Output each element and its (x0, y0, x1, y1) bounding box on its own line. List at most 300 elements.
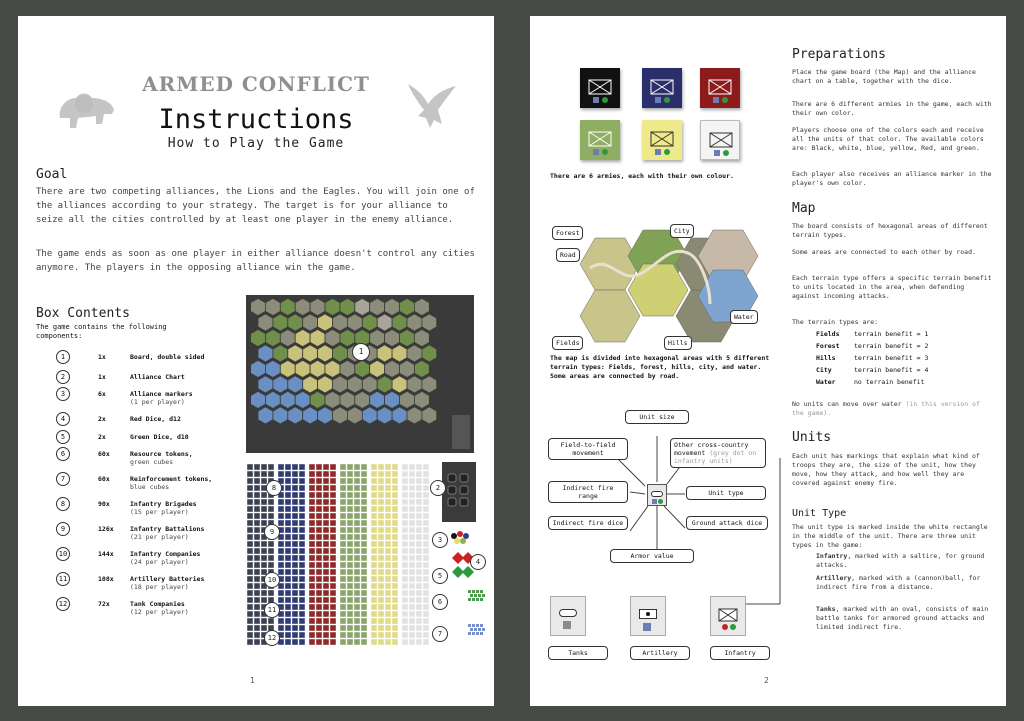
counter-tile (254, 534, 260, 540)
counter-tile (261, 541, 267, 547)
board-hex (377, 345, 392, 362)
counter-tile (330, 625, 336, 631)
counter-tile (268, 541, 274, 547)
board-hex (251, 391, 266, 408)
counter-tile (385, 464, 391, 470)
counter-tile (423, 576, 429, 582)
counter-tile (254, 478, 260, 484)
counter-tile (361, 485, 367, 491)
board-hex (370, 360, 385, 377)
counter-tile (423, 534, 429, 540)
counter-tile (378, 590, 384, 596)
counter-tile (416, 562, 422, 568)
counter-tile (392, 499, 398, 505)
board-hex (333, 376, 348, 393)
counter-tile (340, 555, 346, 561)
page-subtitle: How to Play the Game (167, 136, 345, 151)
counter-tile (254, 590, 260, 596)
counter-tile (423, 478, 429, 484)
board-hex (362, 376, 377, 393)
counter-tile (261, 555, 267, 561)
board-hex (318, 407, 333, 424)
counter-tile (361, 534, 367, 540)
component-name: Alliance Chart (130, 373, 185, 381)
counter-tile (330, 520, 336, 526)
counter-tile (261, 464, 267, 470)
tanks-counter-image (550, 596, 586, 636)
counter-tile (340, 506, 346, 512)
counter-tile (340, 625, 346, 631)
counter-tile (254, 562, 260, 568)
component-quantity: 1x (98, 353, 106, 361)
alliance-chart-image (442, 462, 476, 522)
counter-tile (423, 471, 429, 477)
infantry-counter-image (710, 596, 746, 636)
counter-tile (402, 499, 408, 505)
counter-tile (278, 464, 284, 470)
counter-tile (299, 478, 305, 484)
component-note: (1 per player) (130, 398, 185, 406)
counter-tile (316, 618, 322, 624)
counter-tile (340, 632, 346, 638)
counter-tile (292, 597, 298, 603)
counter-tile (354, 604, 360, 610)
board-hex (400, 391, 415, 408)
label-other-movement: Other cross-country movement (grey dot on infantry units) (670, 438, 766, 468)
counter-tile (247, 499, 253, 505)
counter-tile (409, 576, 415, 582)
board-hex (362, 314, 377, 331)
counter-tile (254, 576, 260, 582)
counter-tile (402, 618, 408, 624)
counter-tile (323, 632, 329, 638)
counter-tile (392, 541, 398, 547)
counter-tile (402, 576, 408, 582)
counter-tile (409, 520, 415, 526)
counter-tile (254, 541, 260, 547)
counter-tile (254, 520, 260, 526)
counter-tile (371, 499, 377, 505)
counter-tile (361, 569, 367, 575)
counter-tile (285, 618, 291, 624)
component-name: Red Dice, d12 (130, 415, 181, 423)
component-quantity: 90x (98, 500, 110, 508)
counter-tile (361, 597, 367, 603)
board-hex (258, 407, 273, 424)
counter-tile (299, 527, 305, 533)
counter-tile (254, 485, 260, 491)
board-hex (422, 345, 437, 362)
counter-tile (323, 513, 329, 519)
counter-tile (385, 618, 391, 624)
board-hex (273, 345, 288, 362)
counter-tile (347, 541, 353, 547)
counter-tile (330, 527, 336, 533)
counter-tile (371, 534, 377, 540)
board-hex (273, 314, 288, 331)
board-hex (325, 329, 340, 346)
counter-tile (385, 541, 391, 547)
counter-tile (371, 527, 377, 533)
board-hex (407, 376, 422, 393)
counter-tile (247, 520, 253, 526)
board-hex (310, 298, 325, 315)
counter-tile (361, 555, 367, 561)
counter-tile (299, 492, 305, 498)
counter-tile (247, 597, 253, 603)
counter-tile (330, 583, 336, 589)
board-hex (355, 391, 370, 408)
board-hex (340, 360, 355, 377)
counter-tile (347, 576, 353, 582)
counter-tile (261, 492, 267, 498)
goal-paragraph-1: There are two competing alliances, the Lions and the Eagles. You will join one of the alliances according to your strategy. The target is for your alliance to seize all the cities controlled by at least one player in the enemy alliance. (36, 187, 475, 225)
counter-tile (292, 527, 298, 533)
goal-paragraph-2: The game ends as soon as one player in either alliance doesn't control any cities anymore. The players in the opposing alliance win the game. (36, 249, 475, 273)
counter-tile (254, 604, 260, 610)
counter-tile (316, 597, 322, 603)
counter-tile (361, 506, 367, 512)
counter-tile (416, 625, 422, 631)
component-note: (12 per player) (130, 608, 189, 616)
board-hex (295, 391, 310, 408)
counter-tile (330, 548, 336, 554)
counter-tile (392, 471, 398, 477)
counter-tile (278, 590, 284, 596)
board-hex (251, 329, 266, 346)
board-hex (414, 298, 429, 315)
label-water: Water (730, 310, 758, 324)
counter-tile (254, 597, 260, 603)
counter-tile (285, 639, 291, 645)
label-city: City (670, 224, 694, 238)
counter-tile (299, 618, 305, 624)
counter-tile (402, 471, 408, 477)
board-hex (355, 360, 370, 377)
markers-dice-tokens-image (448, 528, 492, 638)
counter-tile (292, 478, 298, 484)
counter-tile (402, 583, 408, 589)
counter-tile (354, 478, 360, 484)
counter-tile (330, 499, 336, 505)
board-hex (400, 360, 415, 377)
counter-tile (309, 618, 315, 624)
counter-tile (392, 618, 398, 624)
counter-tile (247, 506, 253, 512)
board-hex (355, 298, 370, 315)
counter-tile (402, 478, 408, 484)
counter-tile (347, 618, 353, 624)
counter-tile (371, 590, 377, 596)
board-hex (377, 314, 392, 331)
counter-tile (254, 492, 260, 498)
counter-tile (354, 611, 360, 617)
preparations-heading: Preparations (792, 47, 886, 62)
label-road: Road (556, 248, 580, 262)
counter-tile (254, 499, 260, 505)
counter-tile (347, 611, 353, 617)
map-note: No units can move over water (in this version of the game). (792, 400, 980, 417)
counter-tile (371, 569, 377, 575)
counter-tile (285, 604, 291, 610)
board-hex (288, 345, 303, 362)
counter-tile (247, 534, 253, 540)
counter-tile (354, 625, 360, 631)
counter-tile (285, 527, 291, 533)
counter-tile (247, 590, 253, 596)
board-image (246, 295, 474, 453)
counter-tile (309, 520, 315, 526)
counter-tile (416, 590, 422, 596)
component-name: Artillery Batteries (18 per player) (130, 575, 240, 591)
counter-tile (330, 506, 336, 512)
counter-tile (309, 555, 315, 561)
counter-tile (330, 576, 336, 582)
counter-tile (409, 583, 415, 589)
board-hex (333, 407, 348, 424)
counter-tile (330, 604, 336, 610)
counter-tile (402, 464, 408, 470)
counter-tile (409, 611, 415, 617)
counter-tile (292, 562, 298, 568)
counter-tile (416, 464, 422, 470)
unit-type-artillery: Artillery, marked with a (cannon)ball, for indirect fire from a distance. (816, 574, 981, 591)
counter-tile (402, 625, 408, 631)
counter-tile (292, 576, 298, 582)
counter-tile (316, 534, 322, 540)
counter-tile (416, 485, 422, 491)
counter-tile (347, 513, 353, 519)
counter-tile (385, 520, 391, 526)
counter-tile (323, 569, 329, 575)
label-artillery: Artillery (630, 646, 690, 660)
counter-tile (247, 632, 253, 638)
counter-tile (316, 471, 322, 477)
counter-tile (261, 597, 267, 603)
counter-tile (278, 562, 284, 568)
board-hex (325, 298, 340, 315)
counter-tile (392, 576, 398, 582)
counter-tile (371, 639, 377, 645)
counter-tile (278, 555, 284, 561)
counter-tile (340, 485, 346, 491)
counter-tile (409, 569, 415, 575)
counter-tile (316, 590, 322, 596)
counter-tile (416, 492, 422, 498)
counter-tile (371, 576, 377, 582)
counter-tile (340, 590, 346, 596)
counter-tile (340, 576, 346, 582)
counter-tile (416, 478, 422, 484)
counter-tile (371, 520, 377, 526)
counter-tile (347, 555, 353, 561)
counter-tile (254, 583, 260, 589)
counter-tile (378, 520, 384, 526)
board-hex (333, 345, 348, 362)
counter-tile (247, 625, 253, 631)
counter-tile (247, 471, 253, 477)
counter-tile (347, 583, 353, 589)
counter-tile (378, 464, 384, 470)
callout-4: 4 (470, 554, 486, 570)
board-hex (400, 298, 415, 315)
counter-tile (347, 520, 353, 526)
component-quantity: 1x (98, 373, 106, 381)
counter-tile (323, 548, 329, 554)
counter-tile (309, 583, 315, 589)
counter-tile (247, 569, 253, 575)
counter-tile (409, 625, 415, 631)
counter-tile (278, 471, 284, 477)
board-hex (288, 376, 303, 393)
counter-tile (392, 632, 398, 638)
counter-tile (278, 625, 284, 631)
counter-tile (392, 527, 398, 533)
counter-tile (385, 604, 391, 610)
counter-tile (347, 464, 353, 470)
counter-tile (323, 464, 329, 470)
counter-tile (392, 520, 398, 526)
counter-tile (409, 471, 415, 477)
counter-tile (254, 548, 260, 554)
page-title: Instructions (158, 104, 354, 135)
counter-tile (409, 513, 415, 519)
counter-tile (323, 604, 329, 610)
counter-tile (299, 499, 305, 505)
counter-tile (254, 618, 260, 624)
component-number: 12 (56, 597, 70, 611)
counter-tile (330, 471, 336, 477)
counter-tile (423, 590, 429, 596)
counter-tile (261, 562, 267, 568)
counter-tile (292, 499, 298, 505)
counter-tile (423, 569, 429, 575)
counter-tile (323, 611, 329, 617)
counter-tile (385, 625, 391, 631)
counter-tile (416, 499, 422, 505)
counter-tile (323, 499, 329, 505)
board-hex (288, 407, 303, 424)
counter-tile (285, 541, 291, 547)
component-quantity: 126x (98, 525, 114, 533)
component-note: (21 per player) (130, 533, 189, 541)
counter-tile (354, 548, 360, 554)
counter-tile (402, 569, 408, 575)
counter-tile (254, 527, 260, 533)
counter-tile (340, 471, 346, 477)
counter-tile (371, 618, 377, 624)
counter-tile (423, 499, 429, 505)
board-hex (385, 360, 400, 377)
counter-tile (278, 548, 284, 554)
counter-tile (285, 569, 291, 575)
counter-tile (354, 471, 360, 477)
board-hex (273, 407, 288, 424)
counter-tile (423, 604, 429, 610)
counter-tile (361, 625, 367, 631)
counter-tile (371, 604, 377, 610)
counter-tile (340, 583, 346, 589)
counter-tile (309, 464, 315, 470)
map-p2: Some areas are connected to each other by road. (792, 248, 976, 256)
counter-tile (323, 583, 329, 589)
counter-tile (409, 499, 415, 505)
counter-tile (278, 506, 284, 512)
counter-tile (378, 632, 384, 638)
board-hex (303, 345, 318, 362)
counter-tile (299, 639, 305, 645)
board-hex (414, 391, 429, 408)
counter-tile (292, 534, 298, 540)
counter-tile (292, 464, 298, 470)
counter-tile (423, 562, 429, 568)
counter-tile (347, 562, 353, 568)
artillery-counter-image (630, 596, 666, 636)
counter-tile (409, 604, 415, 610)
counter-tile (292, 492, 298, 498)
counter-tile (378, 527, 384, 533)
board-hex (303, 407, 318, 424)
counter-tile (316, 611, 322, 617)
counter-tile (330, 632, 336, 638)
counter-tile (254, 625, 260, 631)
counter-tile (347, 604, 353, 610)
counter-tile (378, 541, 384, 547)
counter-tile (392, 569, 398, 575)
counter-tile (347, 527, 353, 533)
counter-tile (416, 583, 422, 589)
counter-tile (309, 492, 315, 498)
board-hex (310, 360, 325, 377)
counter-tile (354, 569, 360, 575)
counter-tile (361, 548, 367, 554)
counter-tile (385, 632, 391, 638)
counter-tile (409, 639, 415, 645)
counter-tile (354, 464, 360, 470)
counter-tile (378, 478, 384, 484)
counter-tile (285, 583, 291, 589)
counter-tile (361, 464, 367, 470)
board-hex (377, 376, 392, 393)
counter-tile (347, 478, 353, 484)
counter-tile (361, 520, 367, 526)
board-hex (280, 329, 295, 346)
counter-tile (309, 576, 315, 582)
counter-tile (423, 611, 429, 617)
counter-tile (361, 618, 367, 624)
label-infantry: Infantry (710, 646, 770, 660)
component-number: 10 (56, 547, 70, 561)
counter-tile (371, 611, 377, 617)
counter-tile (330, 513, 336, 519)
label-forest: Forest (552, 226, 583, 240)
counter-tile (254, 471, 260, 477)
counter-tile (292, 583, 298, 589)
counter-tile (323, 597, 329, 603)
counter-tile (347, 492, 353, 498)
board-hex (385, 298, 400, 315)
component-quantity: 60x (98, 450, 110, 458)
counter-tile (292, 639, 298, 645)
counter-tile (361, 499, 367, 505)
page-number: 1 (250, 676, 255, 685)
counter-tile (247, 485, 253, 491)
board-hex (295, 360, 310, 377)
counter-tile (392, 590, 398, 596)
counter-tile (371, 562, 377, 568)
counter-tile (261, 618, 267, 624)
preparations-p3: Players choose one of the colors each and receive all the units of that color. The available colors are: Black, white, blue, yellow, Red, and green. (792, 126, 984, 152)
